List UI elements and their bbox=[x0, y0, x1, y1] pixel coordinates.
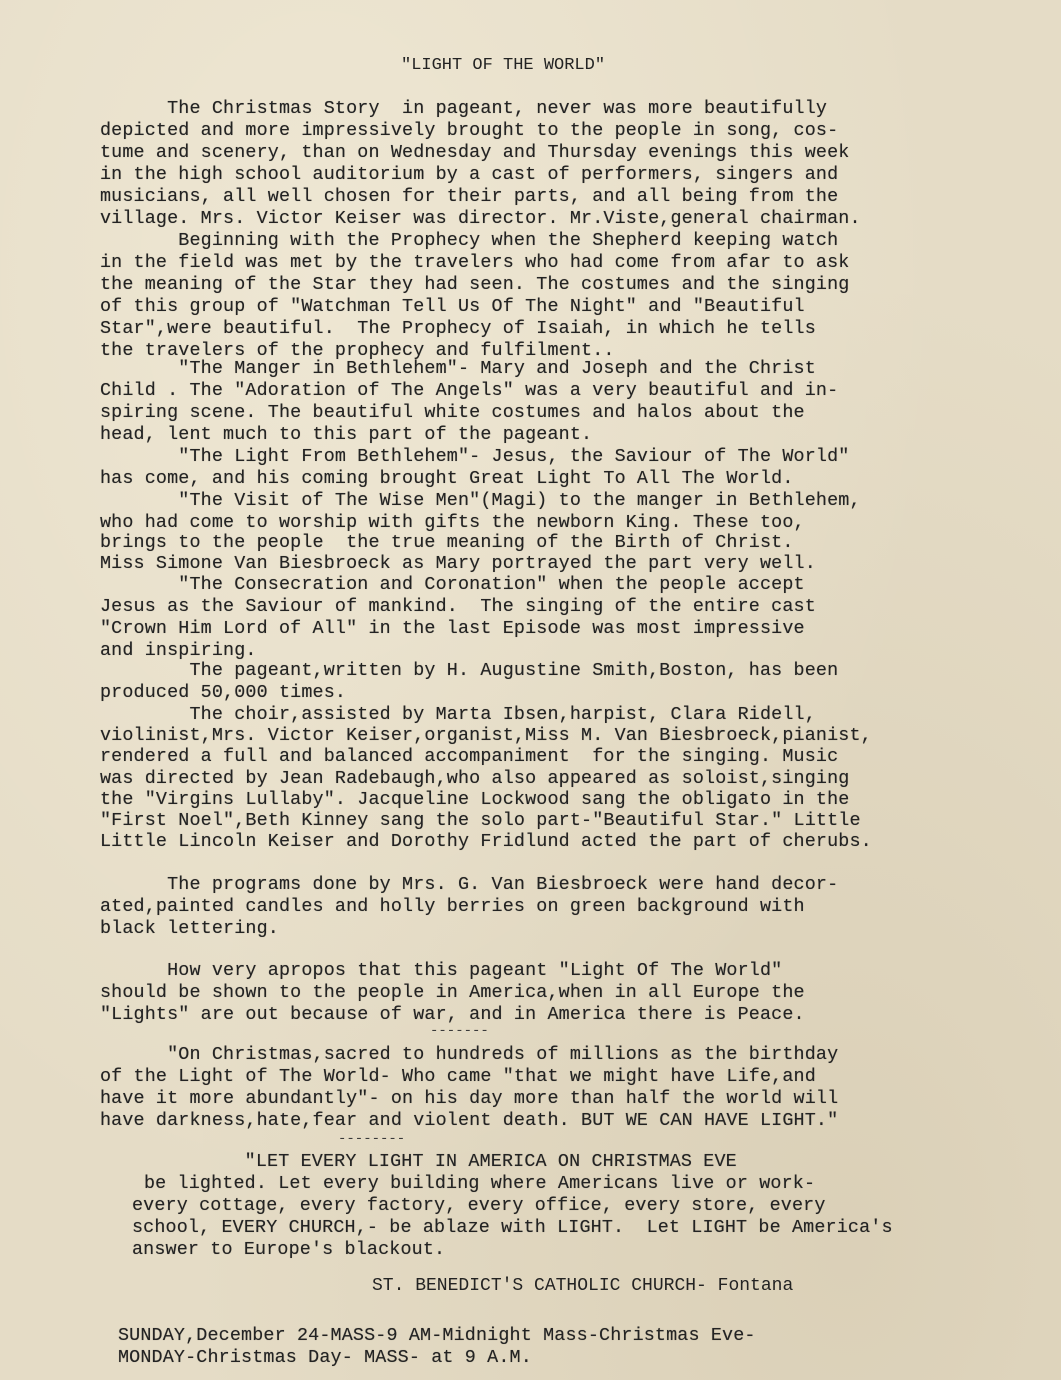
text-line: violinist,Mrs. Victor Keiser,organist,Miss M. Van Biesbroeck,pianist, bbox=[100, 725, 872, 746]
text-line: of the Light of The World- Who came "that we might have Life,and bbox=[100, 1066, 816, 1087]
text-line: brings to the people the true meaning of the Birth of Christ. bbox=[100, 532, 794, 553]
text-line: have it more abundantly"- on his day more than half the world will bbox=[100, 1088, 839, 1109]
text-line: Child . The "Adoration of The Angels" was a very beautiful and in- bbox=[100, 380, 839, 401]
text-line: produced 50,000 times. bbox=[100, 682, 347, 703]
text-line: depicted and more impressively brought to the people in song, cos- bbox=[100, 120, 839, 141]
text-line: The pageant,written by H. Augustine Smith,Boston, has been bbox=[100, 660, 839, 681]
separator: -------- bbox=[338, 1131, 406, 1147]
text-line: the "Virgins Lullaby". Jacqueline Lockwood sang the obligato in the bbox=[100, 789, 850, 810]
text-line: black lettering. bbox=[100, 918, 279, 939]
text-line: "The Light From Bethlehem"- Jesus, the Saviour of The World" bbox=[100, 446, 850, 467]
text-line: "Crown Him Lord of All" in the last Episode was most impressive bbox=[100, 618, 805, 639]
text-line: village. Mrs. Victor Keiser was director. Mr.Viste,general chairman. bbox=[100, 208, 861, 229]
text-line: and inspiring. bbox=[100, 640, 257, 661]
text-line: "Lights" are out because of war, and in America there is Peace. bbox=[100, 1004, 805, 1025]
text-line: should be shown to the people in America,when in all Europe the bbox=[100, 982, 805, 1003]
text-line: The choir,assisted by Marta Ibsen,harpist, Clara Ridell, bbox=[100, 704, 816, 725]
text-line: tume and scenery, than on Wednesday and Thursday evenings this week bbox=[100, 142, 850, 163]
text-line: in the high school auditorium by a cast of performers, singers and bbox=[100, 164, 839, 185]
schedule-line: SUNDAY,December 24-MASS-9 AM-Midnight Mass-Christmas Eve- bbox=[118, 1325, 756, 1346]
separator: ------- bbox=[430, 1023, 489, 1039]
text-line: school, EVERY CHURCH,- be ablaze with LIGHT. Let LIGHT be America's bbox=[132, 1217, 893, 1238]
text-line: "The Consecration and Coronation" when the people accept bbox=[100, 574, 805, 595]
text-line: "On Christmas,sacred to hundreds of millions as the birthday bbox=[100, 1044, 839, 1065]
text-line: The Christmas Story in pageant, never was more beautifully bbox=[100, 98, 828, 119]
text-line: Beginning with the Prophecy when the Shepherd keeping watch bbox=[100, 230, 839, 251]
text-line: spiring scene. The beautiful white costumes and halos about the bbox=[100, 402, 805, 423]
document-title: "LIGHT OF THE WORLD" bbox=[401, 56, 606, 75]
text-line: the travelers of the prophecy and fulfilment.. bbox=[100, 340, 615, 361]
text-line: Miss Simone Van Biesbroeck as Mary portrayed the part very well. bbox=[100, 553, 816, 574]
text-line: Little Lincoln Keiser and Dorothy Fridlund acted the part of cherubs. bbox=[100, 831, 872, 852]
text-line: Jesus as the Saviour of mankind. The singing of the entire cast bbox=[100, 596, 816, 617]
text-line: Star",were beautiful. The Prophecy of Isaiah, in which he tells bbox=[100, 318, 816, 339]
text-line: rendered a full and balanced accompaniment for the singing. Music bbox=[100, 746, 839, 767]
text-line: "First Noel",Beth Kinney sang the solo part-"Beautiful Star." Little bbox=[100, 810, 861, 831]
church-heading: ST. BENEDICT'S CATHOLIC CHURCH- Fontana bbox=[372, 1276, 794, 1296]
text-line: who had come to worship with gifts the newborn King. These too, bbox=[100, 512, 805, 533]
text-line: How very apropos that this pageant "Light Of The World" bbox=[100, 960, 783, 981]
text-line: The programs done by Mrs. G. Van Biesbroeck were hand decor- bbox=[100, 874, 839, 895]
text-line: head, lent much to this part of the pageant. bbox=[100, 424, 593, 445]
text-line: "The Visit of The Wise Men"(Magi) to the manger in Bethlehem, bbox=[100, 490, 861, 511]
text-line: the meaning of the Star they had seen. The costumes and the singing bbox=[100, 274, 850, 295]
text-line: answer to Europe's blackout. bbox=[132, 1239, 446, 1260]
schedule-line: MONDAY-Christmas Day- MASS- at 9 A.M. bbox=[118, 1347, 532, 1368]
text-line: have darkness,hate,fear and violent death. BUT WE CAN HAVE LIGHT." bbox=[100, 1110, 839, 1131]
text-line: musicians, all well chosen for their parts, and all being from the bbox=[100, 186, 839, 207]
text-line: "LET EVERY LIGHT IN AMERICA ON CHRISTMAS EVE bbox=[144, 1151, 737, 1172]
text-line: has come, and his coming brought Great Light To All The World. bbox=[100, 468, 794, 489]
text-line: ated,painted candles and holly berries on green background with bbox=[100, 896, 805, 917]
text-line: be lighted. Let every building where Americans live or work- bbox=[144, 1173, 816, 1194]
text-line: every cottage, every factory, every office, every store, every bbox=[132, 1195, 826, 1216]
text-line: in the field was met by the travelers who had come from afar to ask bbox=[100, 252, 850, 273]
text-line: "The Manger in Bethlehem"- Mary and Joseph and the Christ bbox=[100, 358, 816, 379]
text-line: was directed by Jean Radebaugh,who also appeared as soloist,singing bbox=[100, 768, 850, 789]
text-line: of this group of "Watchman Tell Us Of The Night" and "Beautiful bbox=[100, 296, 805, 317]
